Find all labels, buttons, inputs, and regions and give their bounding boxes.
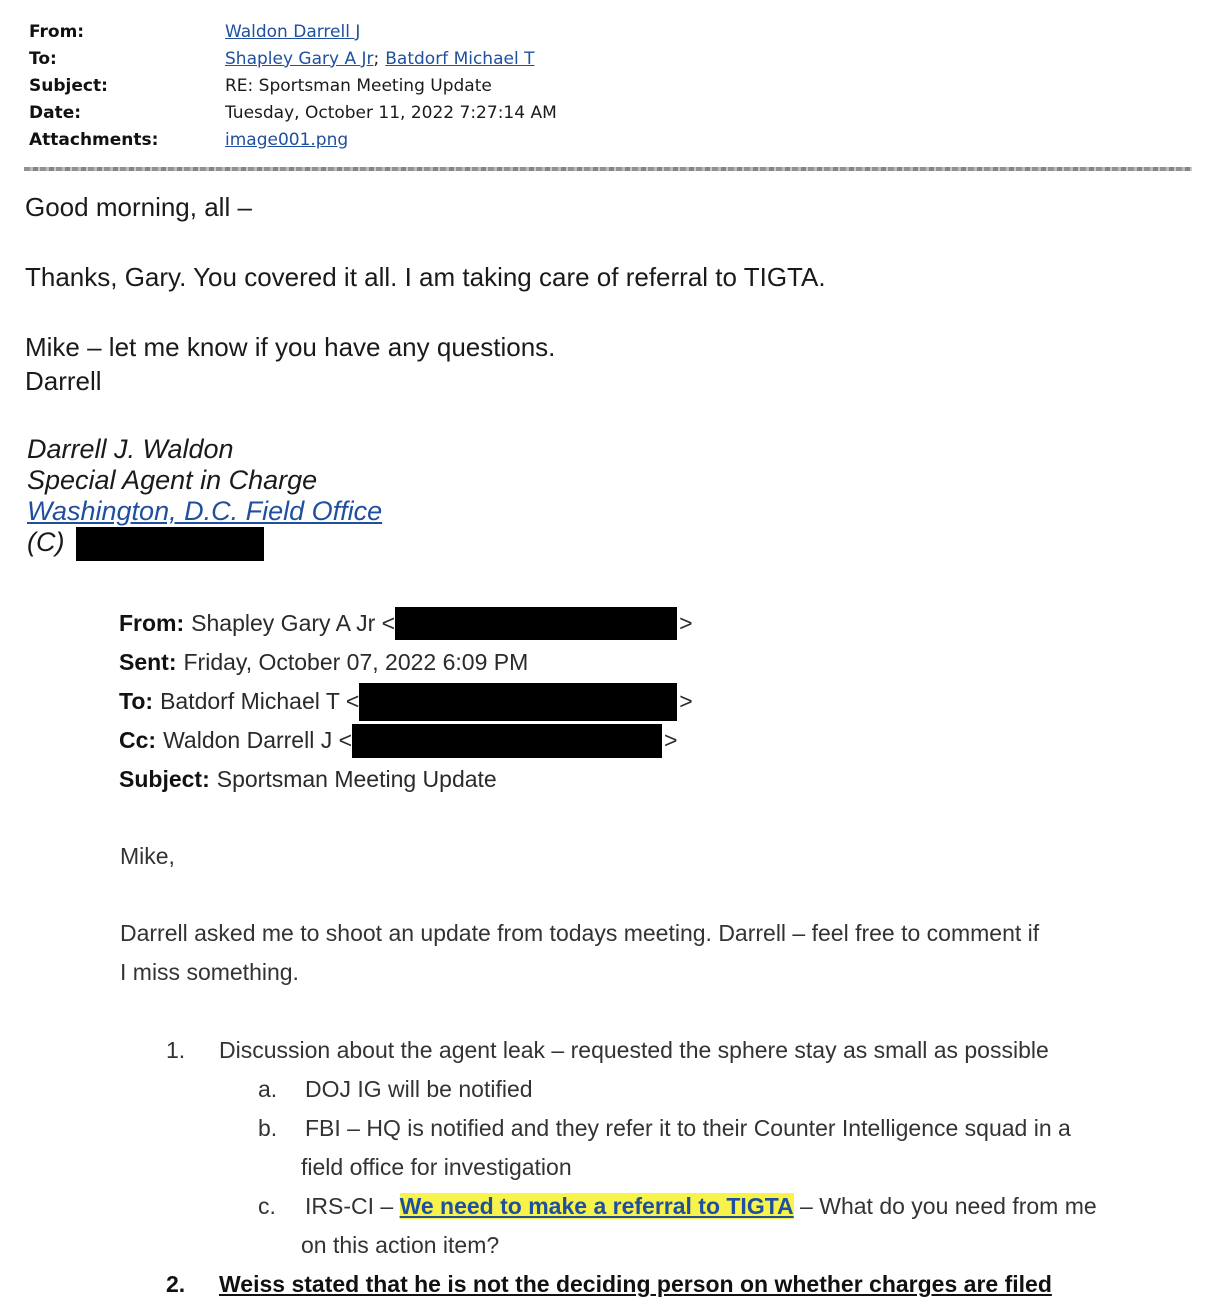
reply-line1: Thanks, Gary. You covered it all. I am taking care of referral to TIGTA. [25,262,826,292]
header-to-row [29,45,557,72]
fwd-to-label: To: [119,688,154,714]
header-subject-label: Subject: [29,75,108,96]
message-para1-line2: I miss something. [120,959,299,985]
reply-greeting: Good morning, all – [25,192,252,222]
sub-b-line1: FBI – HQ is notified and they refer it to their Counter Intelligence squad in a [305,1115,1071,1141]
sub-item-text: DOJ IG will be notified [305,1076,533,1102]
email-header [29,18,557,153]
fwd-sent-value: Friday, October 07, 2022 6:09 PM [183,649,529,675]
list-item-text: Weiss stated that he is not the deciding person on whether charges are filed [219,1271,1052,1297]
reply-line3: Darrell [25,366,102,396]
sub-item-letter: c. [258,1193,276,1219]
fwd-cc-row [119,721,693,760]
attachment-link[interactable]: image001.png [225,129,349,150]
message-salutation-block [120,837,175,876]
blank-line [25,224,826,260]
list-item [166,1265,1196,1304]
header-date-value: Tuesday, October 11, 2022 7:27:14 AM [225,102,557,123]
message-salutation: Mike, [120,843,175,869]
fwd-close-bracket: > [679,610,693,636]
message-paragraph [120,914,1039,992]
redaction-box [395,607,677,640]
header-subject-value: RE: Sportsman Meeting Update [225,75,492,96]
header-from-label: From: [29,21,85,42]
fwd-from-value: Shapley Gary A Jr < [191,610,396,636]
header-from-row [29,18,557,45]
reply-line2: Mike – let me know if you have any questions. [25,332,556,362]
header-date-row [29,99,557,126]
fwd-subject-row [119,760,693,799]
fwd-subject-value: Sportsman Meeting Update [216,766,497,792]
redaction-box [359,683,677,721]
header-date-label: Date: [29,102,82,123]
fwd-to-value: Batdorf Michael T < [160,688,360,714]
sub-list-item [258,1187,1196,1265]
header-attachments-label: Attachments: [29,129,159,150]
blank-line [25,294,826,330]
header-subject-row [29,72,557,99]
fwd-close-bracket: > [664,727,678,753]
fwd-sent-label: Sent: [119,649,177,675]
sub-item-text [301,1109,1071,1187]
header-to-link-1[interactable]: Shapley Gary A Jr [225,48,374,69]
signature-phone-label: (C) [27,527,65,558]
header-divider [24,167,1192,171]
sub-item-letter: a. [258,1076,278,1102]
sub-list-item [258,1070,1196,1109]
signature-block [27,434,382,561]
header-from-link[interactable]: Waldon Darrell J [225,21,361,42]
sub-item-text [301,1187,1097,1265]
redaction-box [76,527,264,561]
list-item-number: 2. [166,1271,186,1297]
signature-name: Darrell J. Waldon [27,434,234,464]
header-to-link-2[interactable]: Batdorf Michael T [385,48,535,69]
forwarded-header [119,604,693,799]
sub-c-suffix: – What do you need from me [793,1193,1097,1219]
action-list [166,1031,1196,1304]
fwd-cc-label: Cc: [119,727,157,753]
fwd-to-row [119,682,693,721]
fwd-subject-label: Subject: [119,766,210,792]
sub-item-letter: b. [258,1115,278,1141]
sub-b-line2: field office for investigation [301,1154,572,1180]
highlighted-text: We need to make a referral to TIGTA [399,1193,794,1219]
header-attachments-row [29,126,557,153]
fwd-from-row [119,604,693,643]
signature-title: Special Agent in Charge [27,465,318,495]
header-to-separator: ; [373,48,380,69]
fwd-sent-row [119,643,693,682]
redaction-box [352,724,662,758]
sub-c-line2: on this action item? [301,1232,500,1258]
signature-office-link[interactable]: Washington, D.C. Field Office [27,496,383,526]
fwd-close-bracket: > [679,688,693,714]
sub-list-item [258,1109,1196,1187]
message-para1-line1: Darrell asked me to shoot an update from todays meeting. Darrell – feel free to comment if [120,920,1040,946]
fwd-cc-value: Waldon Darrell J < [163,727,353,753]
sub-c-prefix: IRS-CI – [305,1193,400,1219]
list-item [166,1031,1196,1070]
list-item-number: 1. [166,1037,186,1063]
list-item-text: Discussion about the agent leak – requested the sphere stay as small as possible [219,1037,1049,1063]
fwd-from-label: From: [119,610,185,636]
header-to-label: To: [29,48,57,69]
signature-phone-row [27,527,382,561]
reply-body [25,190,826,398]
